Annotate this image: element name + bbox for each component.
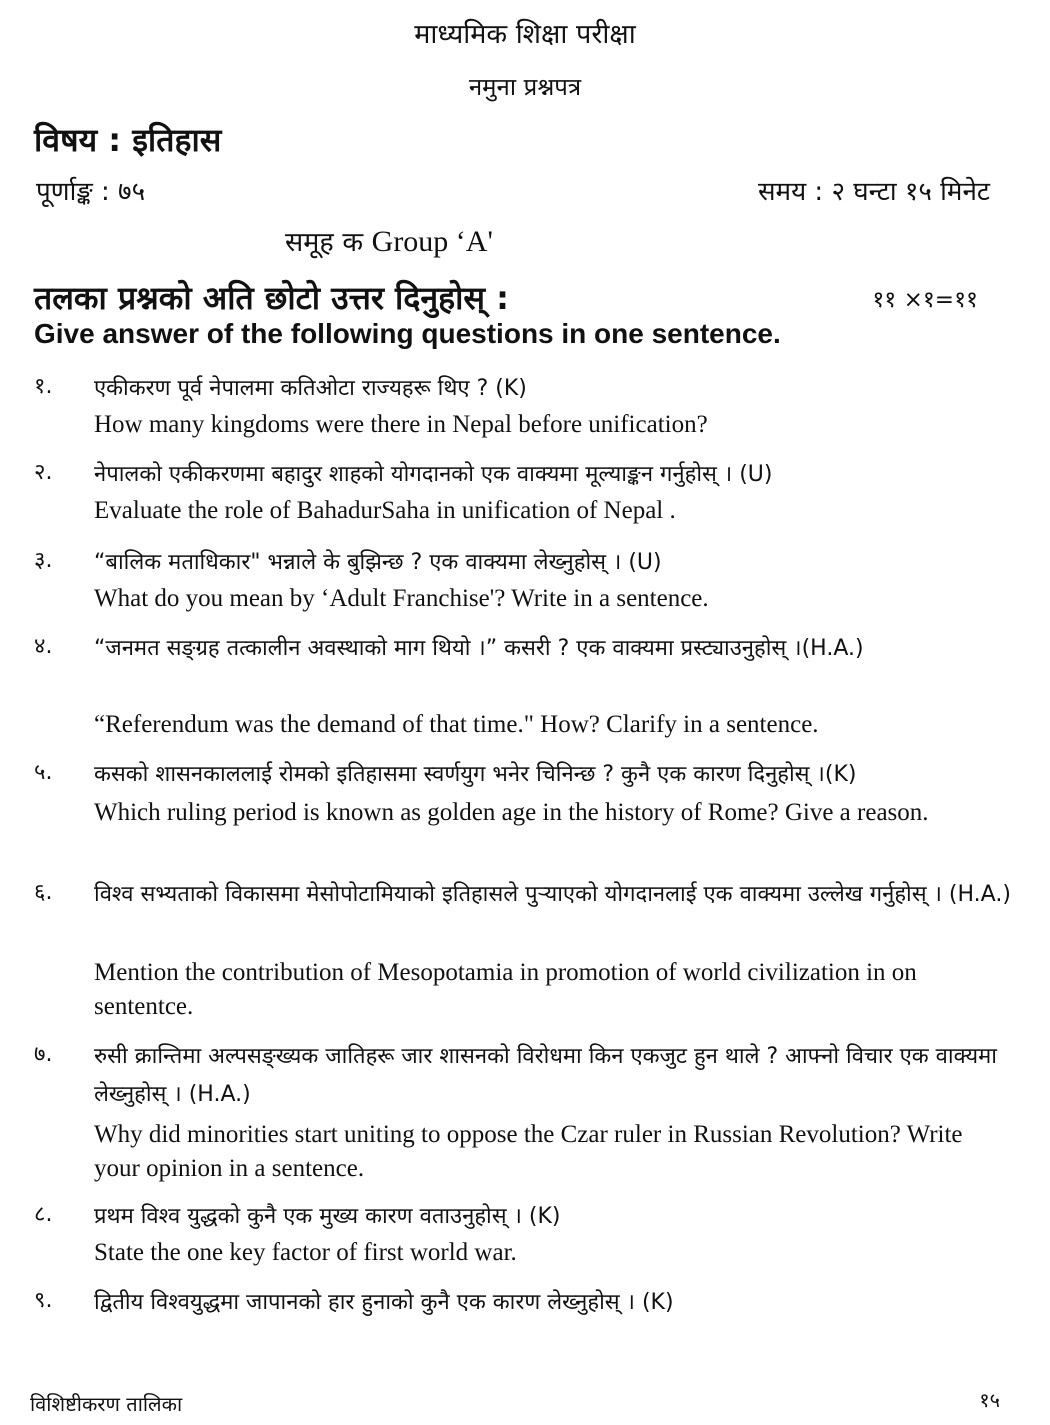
question-np: “जनमत सङ्ग्रह तत्कालीन अवस्थाको माग थियो ।” कसरी ? एक वाक्यमा प्रस्ट्याउनुहोस् ।(H.A.) (94, 636, 864, 661)
exam-time: समय : २ घन्टा १५ मिनेट (757, 177, 990, 207)
question-en: What do you mean by ‘Adult Franchise'? Write in a sentence. (94, 585, 709, 612)
subject-heading: विषय : इतिहास (34, 121, 222, 159)
question-number: ५. (34, 760, 53, 785)
paper-type: नमुना प्रश्नपत्र (468, 73, 582, 101)
question-np: “बालिक मताधिकार" भन्नाले के बुझिन्छ ? एक वाक्यमा लेख्नुहोस् । (U) (94, 550, 662, 575)
question-en: “Referendum was the demand of that time." How? Clarify in a sentence. (94, 711, 819, 738)
question-en: Evaluate the role of BahadurSaha in unification of Nepal . (94, 497, 676, 524)
question-np: रुसी क्रान्तिमा अल्पसङ्ख्यक जातिहरू जार शासनको विरोधमा किन एकजुट हुन थाले ? आफ्नो विचार एक वाक्यमा लेख्नुहोस् । (H.A.) (94, 1044, 997, 1107)
question-en: State the one key factor of first world war. (94, 1239, 517, 1266)
question-np: कसको शासनकाललाई रोमको इतिहासमा स्वर्णयुग भनेर चिनिन्छ ? कुनै एक कारण दिनुहोस् ।(K) (94, 762, 857, 787)
question-en: Mention the contribution of Mesopotamia in promotion of world civilization in on sententce. (94, 959, 917, 1020)
question-np: द्वितीय विश्वयुद्धमा जापानको हार हुनाको कुनै एक कारण लेख्नुहोस् । (K) (94, 1290, 674, 1315)
question-number: ७. (34, 1042, 53, 1067)
instruction-marks: ११ ×१=११ (872, 287, 978, 313)
group-heading (285, 222, 493, 259)
group-en: Group ‘A' (371, 225, 493, 258)
instruction-en: Give answer of the following questions in one sentence. (34, 318, 781, 349)
question-number: ६. (34, 880, 53, 905)
instruction-np: तलका प्रश्नको अति छोटो उत्तर दिनुहोस् : (34, 279, 509, 317)
question-np: विश्व सभ्यताको विकासमा मेसोपोटामियाको इतिहासले पुऱ्याएको योगदानलाई एक वाक्यमा उल्लेख गर्नुहोस् । (H.A.) (94, 882, 1011, 907)
question-en: Why did minorities start uniting to oppose the Czar ruler in Russian Revolution? Write your opinion in a sentence. (94, 1121, 963, 1182)
question-number: ९. (34, 1288, 53, 1313)
question-np: प्रथम विश्व युद्धको कुनै एक मुख्य कारण वताउनुहोस् । (K) (94, 1204, 561, 1229)
question-en: How many kingdoms were there in Nepal before unification? (94, 411, 708, 438)
footer-label: विशिष्टीकरण तालिका (30, 1392, 183, 1416)
question-en: Which ruling period is known as golden age in the history of Rome? Give a reason. (94, 799, 929, 826)
page-number: १५ (979, 1388, 1000, 1412)
group-np: समूह क (285, 227, 364, 258)
question-number: ४. (34, 634, 53, 659)
exam-title: माध्यमिक शिक्षा परीक्षा (414, 19, 636, 50)
question-number: ८. (34, 1202, 53, 1227)
full-marks: पूर्णाङ्क : ७५ (36, 177, 146, 207)
question-number: १. (34, 374, 53, 399)
question-np: नेपालको एकीकरणमा बहादुर शाहको योगदानको एक वाक्यमा मूल्याङ्कन गर्नुहोस् । (U) (94, 462, 773, 487)
question-np: एकीकरण पूर्व नेपालमा कतिओटा राज्यहरू थिए ? (K) (94, 376, 527, 401)
question-number: २. (34, 460, 53, 485)
question-number: ३. (34, 548, 53, 573)
